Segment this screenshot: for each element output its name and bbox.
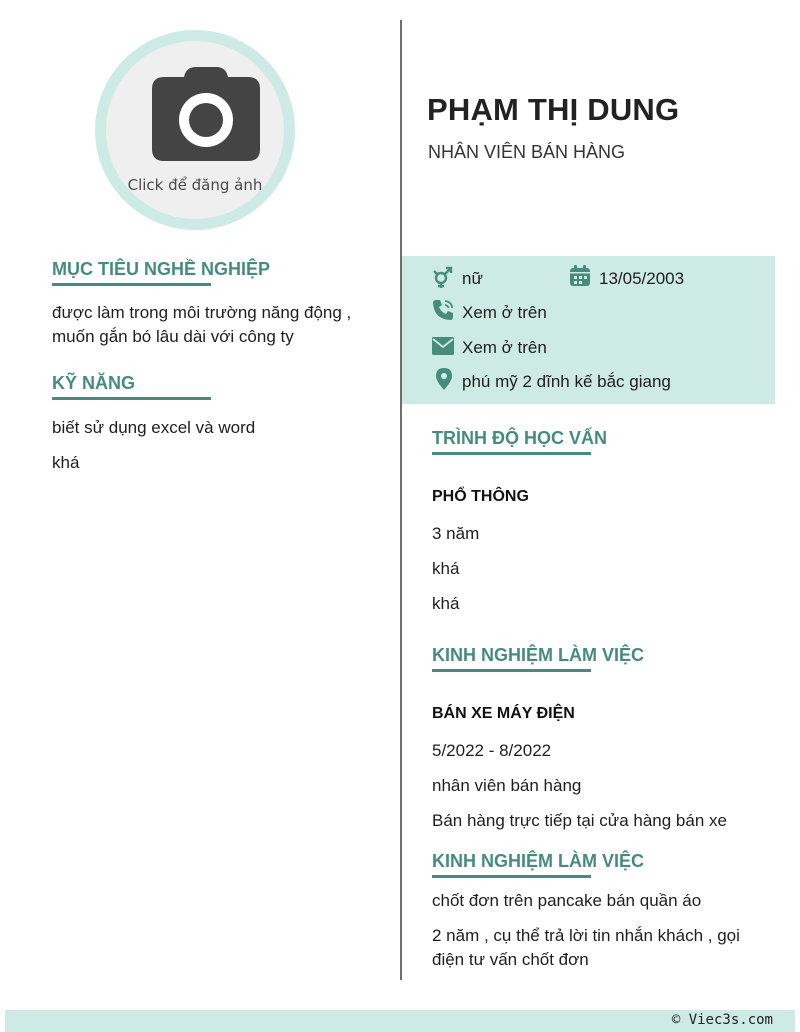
experience-company: BÁN XE MÁY ĐIỆN [432, 705, 575, 722]
footer-bar [5, 1010, 795, 1032]
skills-underline [52, 397, 211, 400]
experience-2-title: KINH NGHIỆM LÀM VIỆC [432, 851, 645, 871]
gender-icon [432, 266, 454, 288]
experience-2-line-2a: 2 năm , cụ thể trả lời tin nhắn khách , gọi [432, 926, 740, 945]
objective-title: MỤC TIÊU NGHỀ NGHIỆP [52, 259, 271, 279]
experience-2-underline [432, 875, 591, 878]
experience-period: 5/2022 - 8/2022 [432, 741, 552, 760]
gender-value: nữ [462, 269, 483, 288]
contact-panel [402, 256, 775, 404]
birthday-value: 13/05/2003 [599, 269, 685, 288]
skill-item: biết sử dụng excel và word [52, 418, 256, 437]
skills-title: KỸ NĂNG [52, 373, 136, 393]
experience-position: nhân viên bán hàng [432, 776, 582, 795]
avatar-placeholder[interactable] [106, 41, 284, 219]
camera-icon [152, 67, 260, 163]
experience-2-line-2b: điện tư vấn chốt đơn [432, 950, 589, 969]
experience-underline [432, 669, 591, 672]
calendar-icon [569, 265, 591, 287]
objective-line-2: muốn gắn bó lâu dài với công ty [52, 327, 294, 346]
email-value: Xem ở trên [462, 338, 547, 357]
location-icon [433, 368, 455, 390]
job-title: NHÂN VIÊN BÁN HÀNG [428, 142, 626, 162]
education-title: TRÌNH ĐỘ HỌC VẤN [432, 428, 607, 448]
education-detail-2: khá [432, 594, 460, 613]
phone-value: Xem ở trên [462, 303, 547, 322]
education-underline [432, 452, 591, 455]
objective-underline [52, 283, 211, 286]
footer-credit[interactable]: © Viec3s.com [671, 1012, 773, 1028]
education-school: PHỔ THÔNG [432, 488, 529, 505]
education-duration: 3 năm [432, 524, 480, 543]
experience-title: KINH NGHIỆM LÀM VIỆC [432, 645, 645, 665]
phone-icon [432, 299, 454, 321]
skill-level: khá [52, 453, 80, 472]
education-detail-1: khá [432, 559, 460, 578]
experience-description: Bán hàng trực tiếp tại cửa hàng bán xe [432, 811, 727, 830]
column-divider [400, 20, 402, 980]
experience-2-line-1: chốt đơn trên pancake bán quần áo [432, 891, 702, 910]
objective-line-1: được làm trong môi trường năng động , [52, 303, 352, 322]
avatar-upload[interactable] [95, 30, 295, 230]
email-icon [432, 335, 454, 357]
address-value: phú mỹ 2 dĩnh kế bắc giang [462, 372, 671, 391]
photo-caption[interactable]: Click để đăng ảnh [127, 176, 263, 194]
candidate-name: PHẠM THỊ DUNG [427, 92, 680, 127]
